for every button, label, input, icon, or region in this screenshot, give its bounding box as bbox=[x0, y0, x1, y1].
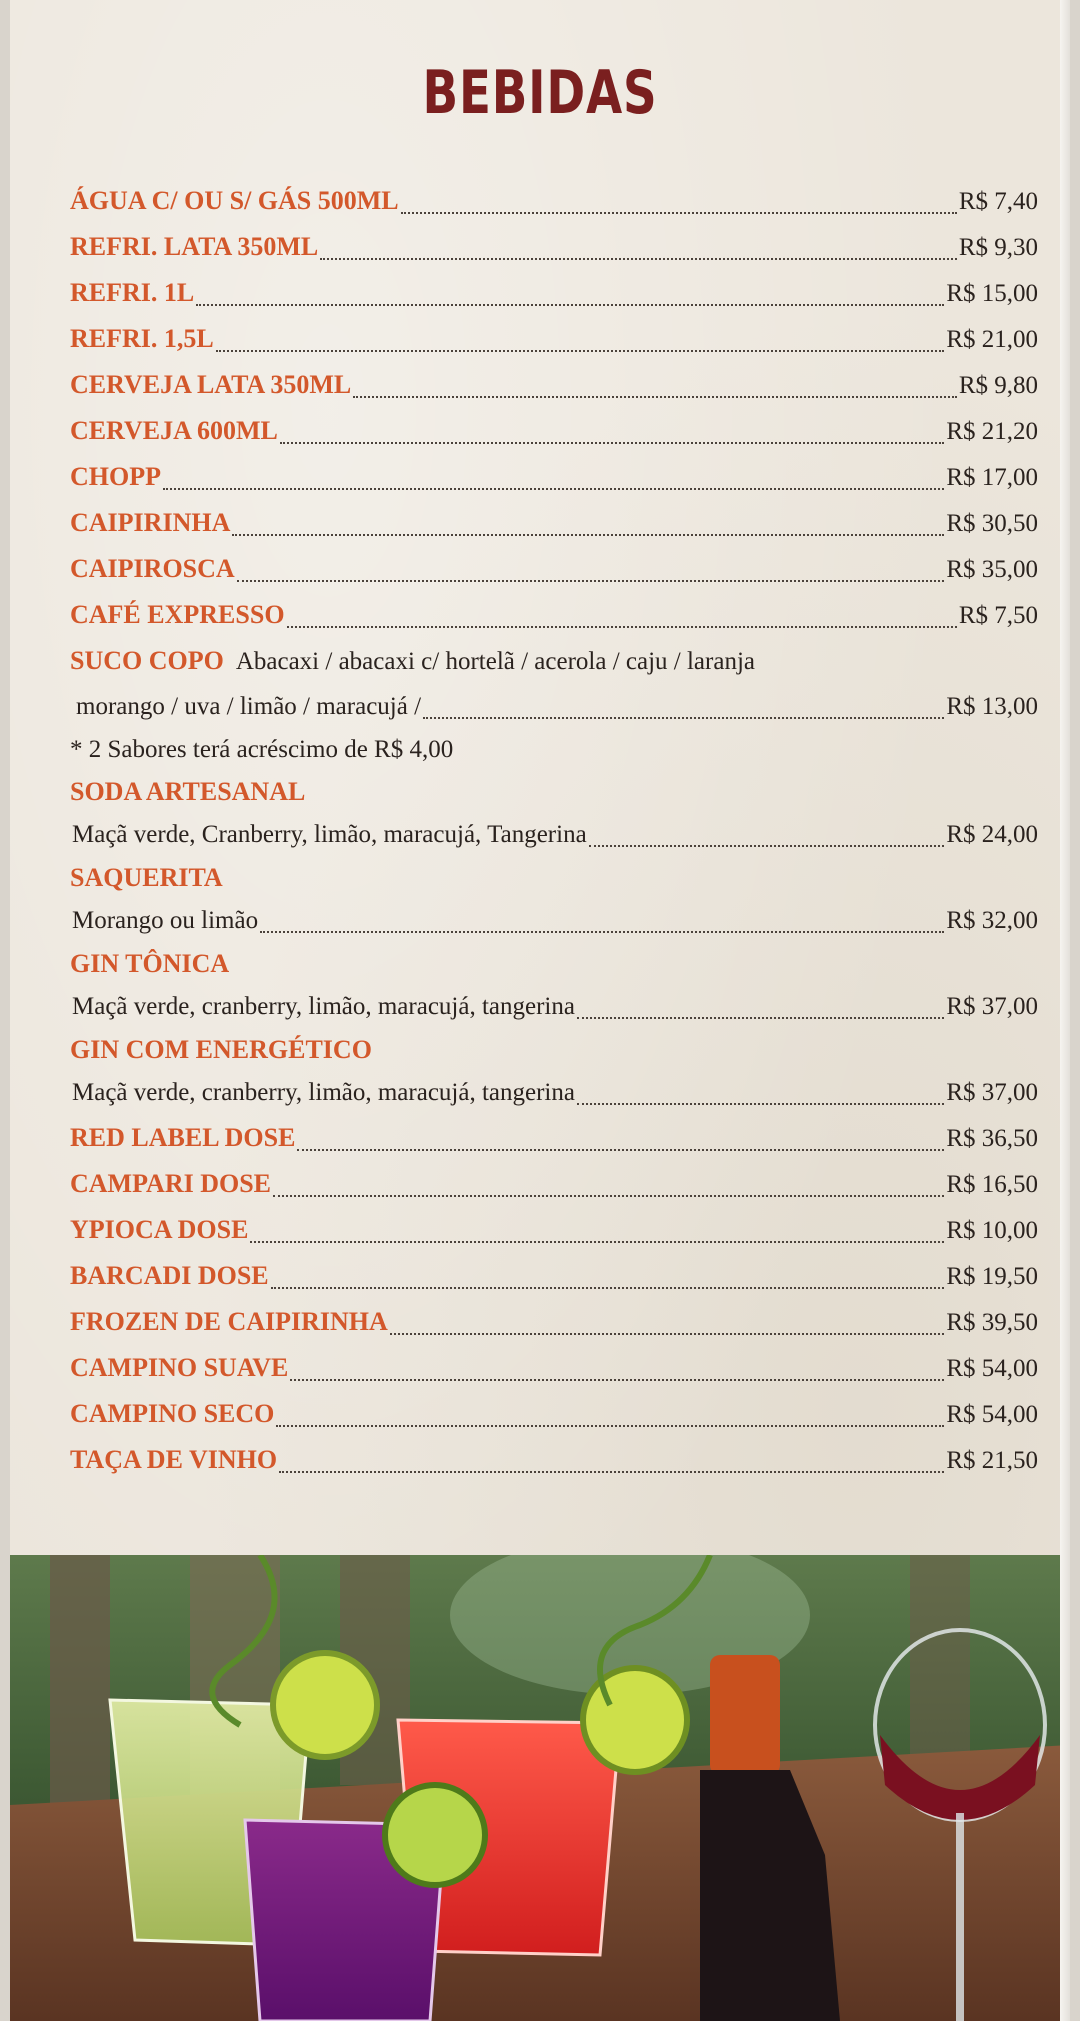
dot-leader bbox=[353, 376, 957, 398]
dot-leader bbox=[280, 422, 944, 444]
menu-item bbox=[70, 316, 1038, 362]
item-name: RED LABEL DOSE bbox=[70, 1123, 296, 1152]
item-flavors-continued: morango / uva / limão / maracujá / bbox=[76, 693, 422, 720]
menu-item bbox=[70, 546, 1038, 592]
dot-leader bbox=[237, 560, 945, 582]
item-price: R$ 32,00 bbox=[946, 907, 1038, 934]
item-price: R$ 24,00 bbox=[946, 821, 1038, 848]
item-price: R$ 15,00 bbox=[946, 280, 1038, 307]
item-price: R$ 54,00 bbox=[946, 1401, 1038, 1428]
item-price: R$ 30,50 bbox=[946, 510, 1038, 537]
menu-item bbox=[70, 224, 1038, 270]
dot-leader bbox=[276, 1405, 944, 1427]
menu-item bbox=[70, 1391, 1038, 1437]
item-price: R$ 13,00 bbox=[946, 693, 1038, 720]
dot-leader bbox=[423, 697, 944, 719]
item-name: ÁGUA C/ OU S/ GÁS 500ML bbox=[70, 186, 399, 215]
item-price: R$ 35,00 bbox=[946, 556, 1038, 583]
menu-page bbox=[10, 0, 1070, 2021]
item-price: R$ 10,00 bbox=[946, 1217, 1038, 1244]
item-name: CERVEJA 600ML bbox=[70, 416, 278, 445]
menu-item-special bbox=[70, 1029, 1038, 1070]
item-description: Maçã verde, cranberry, limão, maracujá, tangerina bbox=[72, 993, 575, 1020]
dot-leader bbox=[390, 1313, 945, 1335]
item-name: SAQUERITA bbox=[70, 863, 223, 892]
item-flavors: Abacaxi / abacaxi c/ hortelã / acerola / caju / laranja bbox=[235, 648, 755, 675]
drinks-photo bbox=[10, 1555, 1070, 2021]
item-name: SUCO COPO bbox=[70, 646, 224, 675]
dot-leader bbox=[577, 1083, 944, 1105]
item-name: GIN COM ENERGÉTICO bbox=[70, 1035, 372, 1064]
menu-item bbox=[70, 1299, 1038, 1345]
suco-note-row bbox=[70, 729, 1038, 771]
dot-leader bbox=[589, 825, 945, 847]
dot-leader bbox=[279, 1451, 944, 1473]
dot-leader bbox=[271, 1267, 945, 1289]
item-name: CAMPINO SECO bbox=[70, 1399, 275, 1428]
item-name: TAÇA DE VINHO bbox=[70, 1445, 278, 1474]
menu-item-special-detail bbox=[70, 898, 1038, 943]
dot-leader bbox=[196, 284, 944, 306]
specials-group bbox=[70, 771, 1038, 1115]
menu-item-special-detail bbox=[70, 812, 1038, 857]
item-name: REFRI. 1L bbox=[70, 278, 195, 307]
menu-item bbox=[70, 1207, 1038, 1253]
menu-item bbox=[70, 1115, 1038, 1161]
item-name: REFRI. LATA 350ML bbox=[70, 232, 319, 261]
menu-item-special bbox=[70, 857, 1038, 898]
item-price: R$ 21,00 bbox=[946, 326, 1038, 353]
page-edge bbox=[1060, 0, 1070, 2021]
menu-item bbox=[70, 500, 1038, 546]
menu-item bbox=[70, 1345, 1038, 1391]
menu-item-special-detail bbox=[70, 1070, 1038, 1115]
dot-leader bbox=[273, 1175, 944, 1197]
menu-item bbox=[70, 1437, 1038, 1483]
item-name: BARCADI DOSE bbox=[70, 1261, 269, 1290]
dot-leader bbox=[260, 911, 944, 933]
item-name: FROZEN DE CAIPIRINHA bbox=[70, 1307, 388, 1336]
item-description: Morango ou limão bbox=[72, 907, 259, 934]
item-name: CAMPINO SUAVE bbox=[70, 1353, 289, 1382]
dot-leader bbox=[216, 330, 945, 352]
menu-item bbox=[70, 408, 1038, 454]
dot-leader bbox=[401, 192, 957, 214]
item-price: R$ 16,50 bbox=[946, 1171, 1038, 1198]
menu-item-suco-flavors bbox=[70, 684, 1038, 729]
menu-item bbox=[70, 1161, 1038, 1207]
item-price: R$ 21,20 bbox=[946, 418, 1038, 445]
dot-leader bbox=[163, 468, 944, 490]
item-price: R$ 17,00 bbox=[946, 464, 1038, 491]
drinks-group bbox=[70, 178, 1038, 638]
item-price: R$ 36,50 bbox=[946, 1125, 1038, 1152]
dot-leader bbox=[297, 1129, 944, 1151]
item-description: Maçã verde, Cranberry, limão, maracujá, Tangerina bbox=[72, 821, 587, 848]
item-name: CAFÉ EXPRESSO bbox=[70, 600, 285, 629]
item-price: R$ 19,50 bbox=[946, 1263, 1038, 1290]
spirits-group bbox=[70, 1115, 1038, 1483]
item-name: GIN TÔNICA bbox=[70, 949, 230, 978]
item-price: R$ 7,40 bbox=[958, 188, 1038, 215]
dot-leader bbox=[232, 514, 944, 536]
menu-item bbox=[70, 178, 1038, 224]
item-price: R$ 37,00 bbox=[946, 993, 1038, 1020]
item-price: R$ 21,50 bbox=[946, 1447, 1038, 1474]
item-price: R$ 39,50 bbox=[946, 1309, 1038, 1336]
item-price: R$ 37,00 bbox=[946, 1079, 1038, 1106]
item-price: R$ 54,00 bbox=[946, 1355, 1038, 1382]
menu-item-suco bbox=[70, 638, 1038, 684]
item-name: CERVEJA LATA 350ML bbox=[70, 370, 352, 399]
menu-item bbox=[70, 592, 1038, 638]
dot-leader bbox=[290, 1359, 944, 1381]
dot-leader bbox=[250, 1221, 944, 1243]
item-name: CAMPARI DOSE bbox=[70, 1169, 272, 1198]
menu-item bbox=[70, 270, 1038, 316]
menu-title: BEBIDAS bbox=[422, 58, 658, 128]
item-price: R$ 7,50 bbox=[958, 602, 1038, 629]
item-name: CAIPIRINHA bbox=[70, 508, 231, 537]
item-description: Maçã verde, cranberry, limão, maracujá, tangerina bbox=[72, 1079, 575, 1106]
item-name: CHOPP bbox=[70, 462, 161, 491]
item-price: R$ 9,80 bbox=[958, 372, 1038, 399]
dot-leader bbox=[320, 238, 957, 260]
menu-item bbox=[70, 454, 1038, 500]
menu-item bbox=[70, 1253, 1038, 1299]
menu-item-special-detail bbox=[70, 984, 1038, 1029]
item-name: REFRI. 1,5L bbox=[70, 324, 214, 353]
suco-note: * 2 Sabores terá acréscimo de R$ 4,00 bbox=[70, 736, 454, 763]
menu-item bbox=[70, 362, 1038, 408]
dot-leader bbox=[577, 997, 944, 1019]
item-name: SODA ARTESANAL bbox=[70, 777, 306, 806]
drinks-list bbox=[70, 178, 1038, 1483]
menu-item-special bbox=[70, 771, 1038, 812]
menu-item-special bbox=[70, 943, 1038, 984]
item-name: YPIOCA DOSE bbox=[70, 1215, 249, 1244]
dot-leader bbox=[287, 606, 957, 628]
item-price: R$ 9,30 bbox=[958, 234, 1038, 261]
drinks-photo-image bbox=[10, 1555, 1070, 2021]
item-name: CAIPIROSCA bbox=[70, 554, 235, 583]
